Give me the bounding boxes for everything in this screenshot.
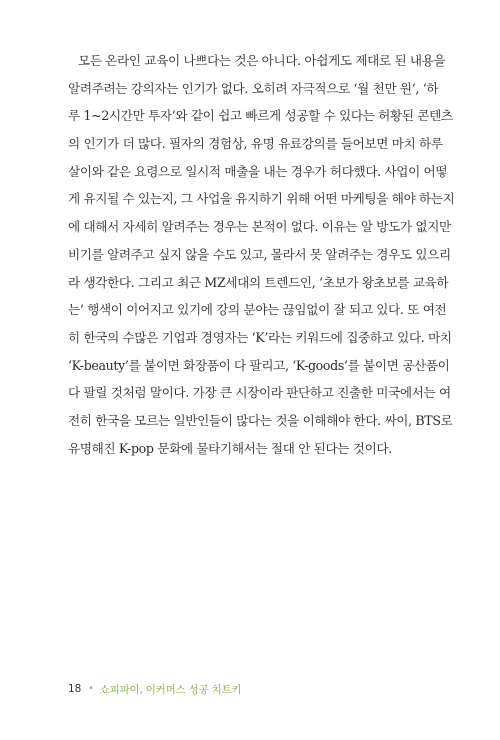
text-line: 라 생각한다. 그리고 최근 MZ세대의 트렌드인, ‘초보가 왕초보를 교육하 (68, 274, 449, 290)
body-paragraph (68, 47, 455, 462)
footer-separator-dot: • (88, 684, 94, 694)
text-line: 전히 한국을 모르는 일반인들이 많다는 것을 이해해야 한다. 싸이, BTS로 (68, 412, 453, 428)
text-line: 비기를 알려주고 싶지 않을 수도 있고, 몰라서 못 알려주는 경우도 있으리 (68, 246, 451, 262)
text-line: 에 대해서 자세히 알려주는 경우는 본적이 없다. 이유는 알 방도가 없지만 (68, 219, 451, 235)
text-line: 모든 온라인 교육이 나쁘다는 것은 아니다. 아쉽게도 제대로 된 내용을 (78, 53, 446, 68)
text-line: 루 1~2시간만 투자’와 같이 쉽고 빠르게 성공할 수 있다는 허황된 콘텐츠 (68, 108, 453, 124)
page-footer (68, 681, 242, 697)
page-number: 18 (68, 683, 82, 695)
text-line: 살이와 같은 요령으로 일시적 매출을 내는 경우가 허다했다. 사업이 어떻 (68, 163, 448, 179)
text-line: 다 팔릴 것처럼 말이다. 가장 큰 시장이라 판단하고 진출한 미국에서는 여 (68, 385, 451, 401)
text-line: ‘K-beauty’를 붙이면 화장품이 다 팔리고, ‘K-goods’를 붙이면 공산품이 (68, 357, 450, 373)
text-line: 알려주려는 강의자는 인기가 없다. 오히려 자극적으로 ‘월 천만 원’, ‘하 (68, 80, 439, 96)
text-line: 는’ 행색이 이어지고 있기에 강의 분야는 끊임없이 잘 되고 있다. 또 여전 (68, 302, 447, 318)
text-line: 의 인기가 더 많다. 필자의 경험상, 유명 유료강의를 들어보면 마치 하루 (68, 136, 443, 152)
text-line: 유명해진 K-pop 문화에 물타기해서는 절대 안 된다는 것이다. (68, 440, 392, 456)
text-line: 히 한국의 수많은 기업과 경영자는 ‘K’라는 키워드에 집중하고 있다. 마치 (68, 329, 452, 345)
running-book-title: 쇼피파이, 이커머스 성공 치트키 (99, 683, 242, 696)
text-line: 게 유지될 수 있는지, 그 사업을 유지하기 위해 어떤 마케팅을 해야 하는지 (68, 191, 455, 207)
